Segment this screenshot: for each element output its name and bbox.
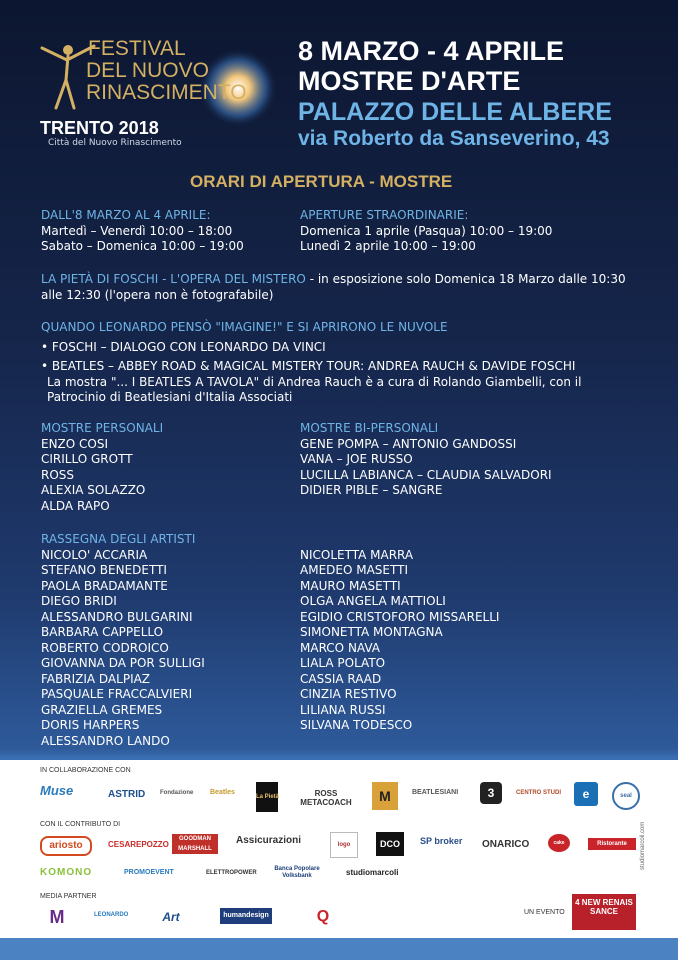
sponsor-logo: Fondazione: [160, 790, 194, 796]
list-item: PAOLA BRADAMANTE: [41, 578, 168, 593]
organizer-logo: 4 NEW RENAIS SANCE: [572, 894, 636, 930]
regular-hours: [41, 208, 244, 255]
list-item: STEFANO BENEDETTI: [41, 563, 167, 577]
list-item: GIOVANNA DA POR SULLIGI: [41, 656, 205, 670]
regular-hours-weekend: Sabato – Domenica 10:00 – 19:00: [41, 239, 244, 253]
sponsor-logo: 3: [480, 782, 502, 804]
sponsor-logo: Beatles: [210, 789, 235, 796]
event-dates: 8 MARZO - 4 APRILE: [298, 36, 565, 66]
festival-subtitle: Città del Nuovo Rinascimento: [48, 138, 182, 148]
list-item: DORIS HARPERS: [41, 718, 140, 732]
sponsor-logo: ariosto: [40, 836, 92, 856]
sponsor-logo: e: [574, 782, 598, 806]
list-item: CASSIA RAAD: [300, 671, 382, 686]
list-item: ALEXIA SOLAZZO: [41, 483, 146, 497]
venue-address: via Roberto da Sanseverino, 43: [298, 127, 610, 150]
sponsor-logo: seal: [612, 782, 640, 810]
bipersonal-exhibitions-heading: MOSTRE BI-PERSONALI: [300, 421, 439, 435]
pieta-note: alle 12:30 (l'opera non è fotografabile): [41, 287, 274, 302]
list-item: OLGA ANGELA MATTIOLI: [300, 594, 446, 608]
artists-heading: RASSEGNA DEGLI ARTISTI: [41, 532, 196, 546]
personal-exhibitions: [41, 421, 163, 514]
list-item: PASQUALE FRACCALVIERI: [41, 687, 193, 701]
list-item: FABRIZIA DALPIAZ: [41, 671, 151, 686]
sponsor-logo: La Pietà: [256, 782, 278, 812]
sponsor-logo: PROMOEVENT: [124, 869, 174, 876]
vertical-credit: studiomarcoli.com: [640, 821, 646, 870]
list-item: SILVANA TODESCO: [300, 718, 413, 732]
sponsor-logo: ASTRID: [108, 789, 146, 800]
media-logo: Q: [316, 908, 330, 925]
venue-name: PALAZZO DELLE ALBERE: [298, 98, 612, 126]
sponsor-logo: KOMONO: [40, 867, 93, 878]
sponsor-logo: DCO: [376, 832, 404, 856]
media-logo: M: [49, 907, 65, 927]
sponsor-logo: CESAREPOZZO: [108, 840, 169, 849]
list-item: ALESSANDRO LANDO: [41, 733, 170, 748]
list-item: CINZIA RESTIVO: [300, 687, 397, 701]
list-item: DIEGO BRIDI: [41, 594, 117, 608]
list-item: ROBERTO CODROICO: [41, 640, 169, 655]
list-item: NICOLO' ACCARIA: [41, 547, 148, 562]
list-item: MAURO MASETTI: [300, 578, 401, 593]
artists-column-1: [41, 532, 205, 749]
bipersonal-exhibitions: [300, 421, 552, 499]
list-item: LUCILLA LABIANCA – CLAUDIA SALVADORI: [300, 467, 552, 482]
list-item: VANA – JOE RUSSO: [300, 452, 413, 466]
regular-hours-heading: DALL'8 MARZO AL 4 APRILE:: [41, 208, 211, 222]
personal-exhibitions-heading: MOSTRE PERSONALI: [41, 421, 164, 435]
list-item: CIRILLO GROTT: [41, 452, 133, 466]
hours-title: ORARI DI APERTURA - MOSTRE: [190, 172, 453, 191]
festival-city: TRENTO 2018: [40, 118, 159, 138]
list-item: ALESSANDRO BULGARINI: [41, 609, 193, 624]
list-item: EGIDIO CRISTOFORO MISSARELLI: [300, 609, 500, 624]
pieta-title: LA PIETÀ DI FOSCHI - L'OPERA DEL MISTERO: [41, 272, 306, 286]
list-item: BARBARA CAPPELLO: [41, 625, 164, 639]
artists-list-2: [300, 548, 499, 734]
media-label: MEDIA PARTNER: [40, 893, 97, 900]
regular-hours-weekday: Martedì – Venerdì 10:00 – 18:00: [41, 223, 233, 238]
list-item: GRAZIELLA GREMES: [41, 702, 163, 717]
event-title: MOSTRE D'ARTE: [298, 66, 521, 96]
sponsor-logo: cake: [548, 834, 570, 852]
sponsor-logo: Assicurazioni: [236, 835, 302, 846]
bipersonal-exhibitions-list: [300, 437, 552, 499]
beatles-note-line1: La mostra "... I BEATLES A TAVOLA" di Andrea Rauch è a cura di Rolando Giambelli, con il: [47, 374, 582, 389]
festival-logo: [38, 38, 278, 148]
list-item: SIMONETTA MONTAGNA: [300, 625, 443, 639]
artists-list-1: [41, 548, 205, 750]
event-label: UN EVENTO: [524, 909, 565, 916]
leonardo-bullet-beatles: • BEATLES – ABBEY ROAD & MAGICAL MISTERY TOUR: ANDREA RAUCH & DAVIDE FOSCHI: [41, 359, 576, 373]
sponsor-logo: ROSS METACOACH: [300, 789, 352, 807]
media-logo: LEONARDO: [94, 912, 129, 918]
sponsor-logo: Ristorante: [588, 838, 636, 850]
special-openings: [300, 208, 552, 255]
festival-line2: DEL NUOVO: [86, 59, 209, 82]
sponsor-logo: Banca Popolare Volksbank: [274, 866, 320, 879]
special-opening-easter: Domenica 1 aprile (Pasqua) 10:00 – 19:00: [300, 223, 553, 238]
leonardo-section: [41, 320, 581, 406]
contrib-label: CON IL CONTRIBUTO DI: [40, 821, 121, 828]
bottom-bar: [0, 938, 678, 960]
list-item: LIALA POLATO: [300, 656, 386, 670]
leonardo-heading: QUANDO LEONARDO PENSÒ "IMAGINE!" E SI APRIRONO LE NUVOLE: [41, 320, 448, 334]
sponsor-band: [0, 760, 678, 938]
pieta-notice: [41, 272, 626, 303]
sponsor-logo: GOODMAN MARSHALL: [172, 834, 218, 854]
beatles-note-line2: Patrocinio di Beatlesiani d'Italia Associati: [47, 390, 293, 404]
pieta-schedule: - in esposizione solo Domenica 18 Marzo dalle 10:30: [305, 272, 626, 286]
list-item: ENZO COSI: [41, 436, 109, 451]
sponsor-logo: studiomarcoli: [346, 868, 399, 877]
leonardo-bullet-foschi: • FOSCHI – DIALOGO CON LEONARDO DA VINCI: [41, 339, 326, 354]
festival-line3: RINASCIMENTO: [86, 81, 247, 104]
collab-label: IN COLLABORAZIONE CON: [40, 767, 131, 774]
list-item: LILIANA RUSSI: [300, 702, 386, 717]
sponsor-logo: logo: [330, 832, 358, 858]
sponsor-logo: M: [372, 782, 398, 810]
list-item: GENE POMPA – ANTONIO GANDOSSI: [300, 436, 517, 451]
media-logo: Art: [162, 910, 180, 924]
sponsor-logo: Muse: [40, 783, 74, 798]
sponsor-logo: ELETTROPOWER: [206, 870, 257, 876]
list-item: ALDA RAPO: [41, 498, 110, 513]
special-opening-monday: Lunedì 2 aprile 10:00 – 19:00: [300, 239, 476, 253]
list-item: DIDIER PIBLE – SANGRE: [300, 483, 443, 497]
sponsor-logo: BEATLESIANI: [412, 789, 459, 796]
list-item: NICOLETTA MARRA: [300, 547, 414, 562]
festival-line1: FESTIVAL: [88, 37, 186, 60]
sponsor-logo: ONARICO: [482, 839, 530, 850]
sponsor-logo: CENTRO STUDI: [516, 790, 561, 796]
artists-column-2: [300, 548, 499, 734]
personal-exhibitions-list: [41, 437, 163, 515]
list-item: MARCO NAVA: [300, 640, 381, 655]
media-logo: humandesign: [220, 908, 272, 924]
special-openings-heading: APERTURE STRAORDINARIE:: [300, 208, 469, 222]
list-item: AMEDEO MASETTI: [300, 563, 408, 577]
sponsor-logo: SP broker: [420, 836, 463, 846]
list-item: ROSS: [41, 467, 75, 482]
